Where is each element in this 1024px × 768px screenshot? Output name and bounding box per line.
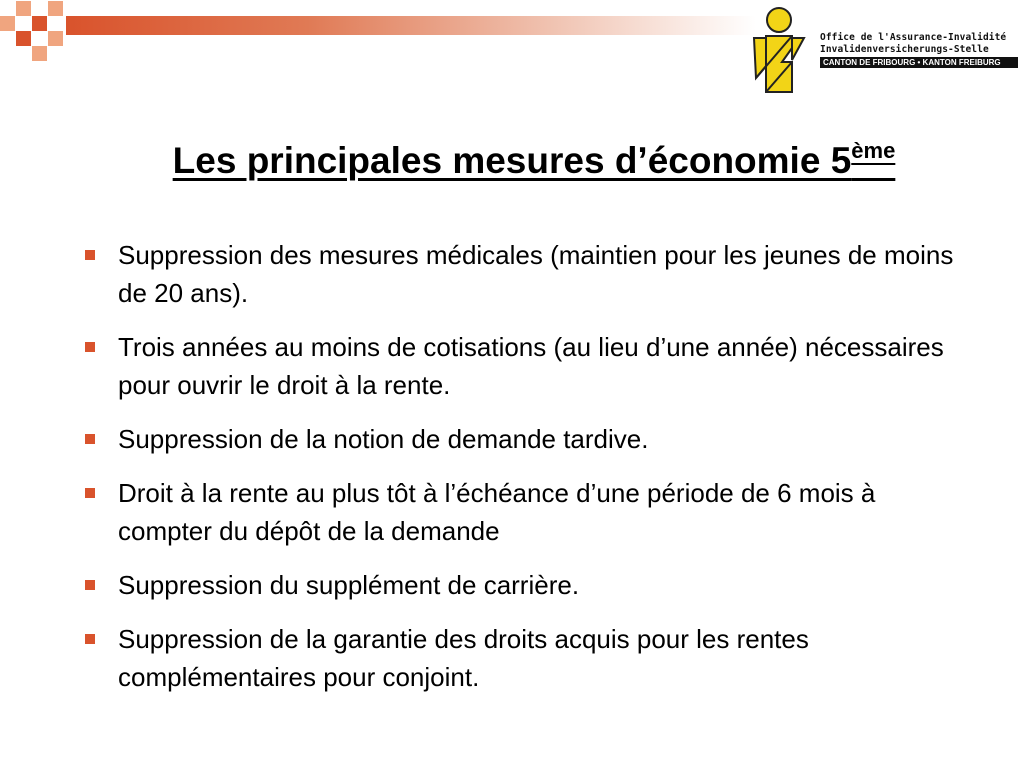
header-gradient-bar: [66, 16, 756, 35]
list-item: [84, 328, 964, 404]
deco-square: [32, 46, 47, 61]
office-name-block: [820, 32, 1018, 68]
bullet-text: Suppression de la garantie des droits acquis pour les rentes complémentaires pour conjoint.: [118, 624, 809, 692]
square-bullet-icon: [85, 634, 95, 644]
bullet-text: Suppression du supplément de carrière.: [118, 570, 580, 600]
deco-square: [16, 1, 31, 16]
slide-title: [0, 138, 1024, 182]
header-decoration: [0, 0, 760, 60]
square-bullet-icon: [85, 250, 95, 260]
list-item: [84, 566, 964, 604]
list-item: [84, 474, 964, 550]
deco-square: [32, 16, 47, 31]
office-name-fr: Office de l'Assurance-Invalidité: [820, 32, 1007, 43]
deco-square: [16, 31, 31, 46]
list-item: [84, 420, 964, 458]
bullet-text: Trois années au moins de cotisations (au lieu d’une année) nécessaires pour ouvrir le droit à la rente.: [118, 332, 944, 400]
bullet-text: Suppression des mesures médicales (maintien pour les jeunes de moins de 20 ans).: [118, 240, 954, 308]
deco-square: [0, 16, 15, 31]
office-name-de: Invalidenversicherungs-Stelle: [820, 44, 989, 55]
list-item: [84, 236, 964, 312]
square-bullet-icon: [85, 488, 95, 498]
bullet-text: Suppression de la notion de demande tardive.: [118, 424, 649, 454]
deco-square: [48, 31, 63, 46]
deco-square: [48, 1, 63, 16]
square-bullet-icon: [85, 580, 95, 590]
person-figure-logo-icon: [752, 4, 812, 96]
slide-title-text: Les principales mesures d’économie 5: [172, 140, 852, 181]
bullet-list: [84, 236, 964, 712]
bullet-text: Droit à la rente au plus tôt à l’échéance d’une période de 6 mois à compter du dépôt de la demande: [118, 478, 876, 546]
square-bullet-icon: [85, 342, 95, 352]
office-logo: [752, 4, 1020, 96]
list-item: [84, 620, 964, 696]
slide-title-superscript: ème: [851, 138, 896, 163]
canton-label: CANTON DE FRIBOURG • KANTON FREIBURG: [820, 57, 1018, 68]
square-bullet-icon: [85, 434, 95, 444]
